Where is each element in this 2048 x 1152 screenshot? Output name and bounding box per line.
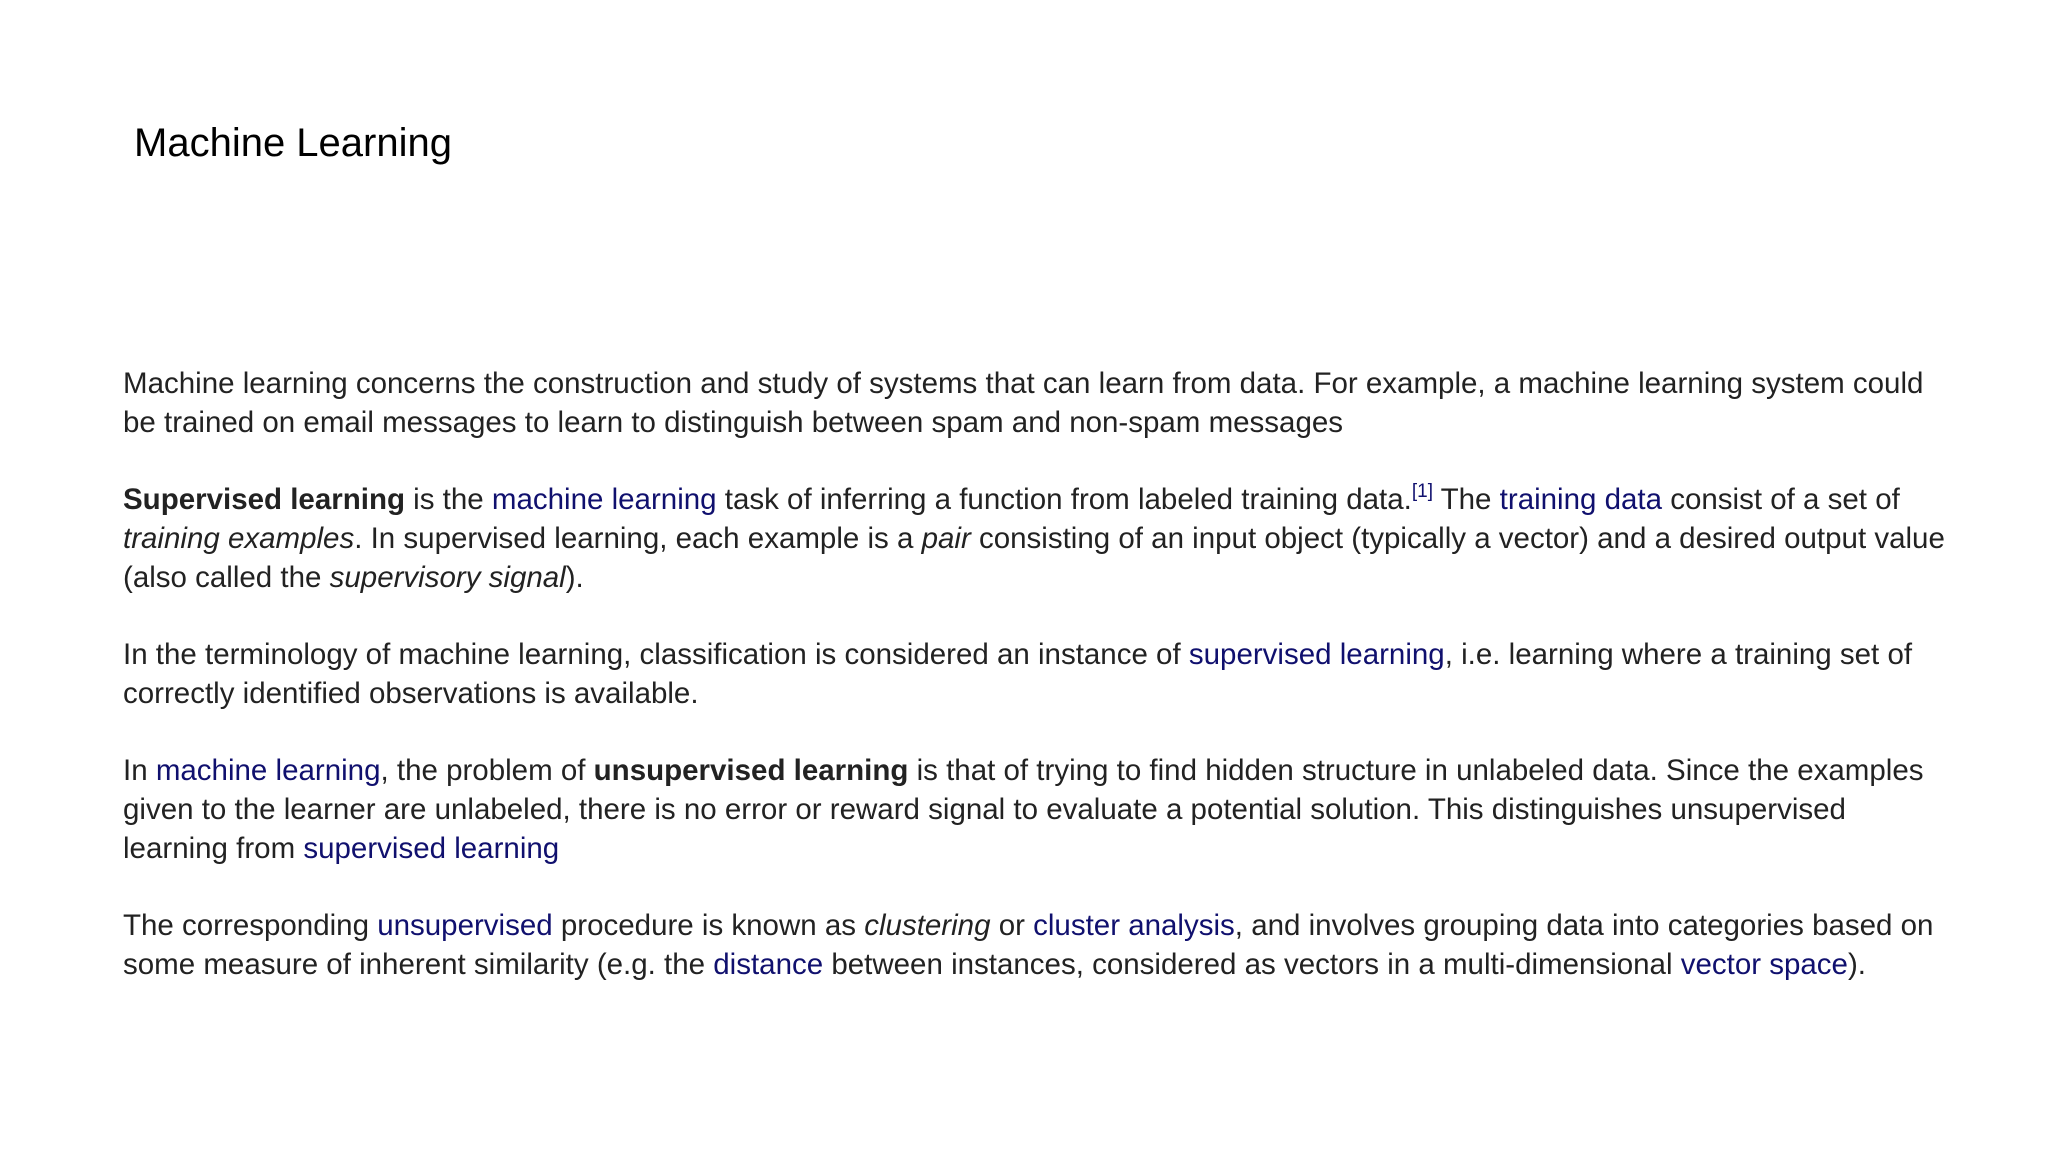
- text-span: consisting of an input object (typically a vector) and a desired output value (also called the: [123, 522, 1945, 594]
- text-span: The corresponding: [123, 909, 378, 942]
- intro-text: Machine learning concerns the construction and study of systems that can learn from data. For example, a machine learning system could be trained on email messages to learn to distinguish between spam and non-spam messages: [123, 367, 1924, 439]
- text-span: . In supervised learning, each example is a: [354, 522, 922, 555]
- link-vector-space[interactable]: vector space: [1680, 948, 1848, 981]
- text-span: , i.e. learning where a training set of correctly identified observations is available.: [123, 638, 1913, 710]
- citation-1-link[interactable]: [1]: [1411, 481, 1433, 502]
- text-span: ).: [1847, 948, 1866, 981]
- paragraph-intro: [123, 364, 1953, 442]
- link-supervised-learning[interactable]: supervised learning: [1188, 638, 1445, 671]
- link-unsupervised[interactable]: unsupervised: [377, 909, 553, 942]
- slide-body: [123, 364, 1953, 1022]
- term-supervisory-signal: supervisory signal: [329, 561, 566, 594]
- link-machine-learning[interactable]: machine learning: [155, 754, 381, 787]
- term-training-examples: training examples: [123, 522, 355, 555]
- text-span: procedure is known as: [552, 909, 865, 942]
- text-span: In: [123, 754, 156, 787]
- term-unsupervised-learning: unsupervised learning: [593, 754, 909, 787]
- text-span: is that of trying to find hidden structure in unlabeled data. Since the examples given to the learner are unlabeled, there is no error or reward signal to evaluate a potential solution. This distinguishes unsupervised learning from: [123, 754, 1924, 865]
- text-span: task of inferring a function from labeled training data.: [716, 483, 1412, 516]
- link-distance[interactable]: distance: [713, 948, 824, 981]
- text-span: In the terminology of machine learning, classification is considered an instance of: [123, 638, 1189, 671]
- text-span: , and involves grouping data into categories based on some measure of inherent similarity (e.g. the: [123, 909, 1934, 981]
- text-span: is the: [404, 483, 492, 516]
- slide-title: Machine Learning: [134, 121, 452, 165]
- paragraph-clustering: [123, 906, 1953, 984]
- text-span: , the problem of: [380, 754, 594, 787]
- term-supervised-learning: Supervised learning: [123, 483, 405, 516]
- paragraph-classification: [123, 635, 1953, 713]
- text-span: between instances, considered as vectors in a multi-dimensional: [823, 948, 1681, 981]
- text-span: ).: [565, 561, 584, 594]
- term-clustering: clustering: [864, 909, 991, 942]
- text-span: consist of a set of: [1662, 483, 1900, 516]
- text-span: or: [990, 909, 1034, 942]
- paragraph-supervised: [123, 480, 1953, 597]
- link-cluster-analysis[interactable]: cluster analysis: [1033, 909, 1235, 942]
- link-machine-learning[interactable]: machine learning: [491, 483, 717, 516]
- term-pair: pair: [921, 522, 971, 555]
- link-supervised-learning[interactable]: supervised learning: [303, 832, 560, 865]
- text-span: The: [1432, 483, 1500, 516]
- link-training-data[interactable]: training data: [1499, 483, 1663, 516]
- paragraph-unsupervised: [123, 751, 1953, 868]
